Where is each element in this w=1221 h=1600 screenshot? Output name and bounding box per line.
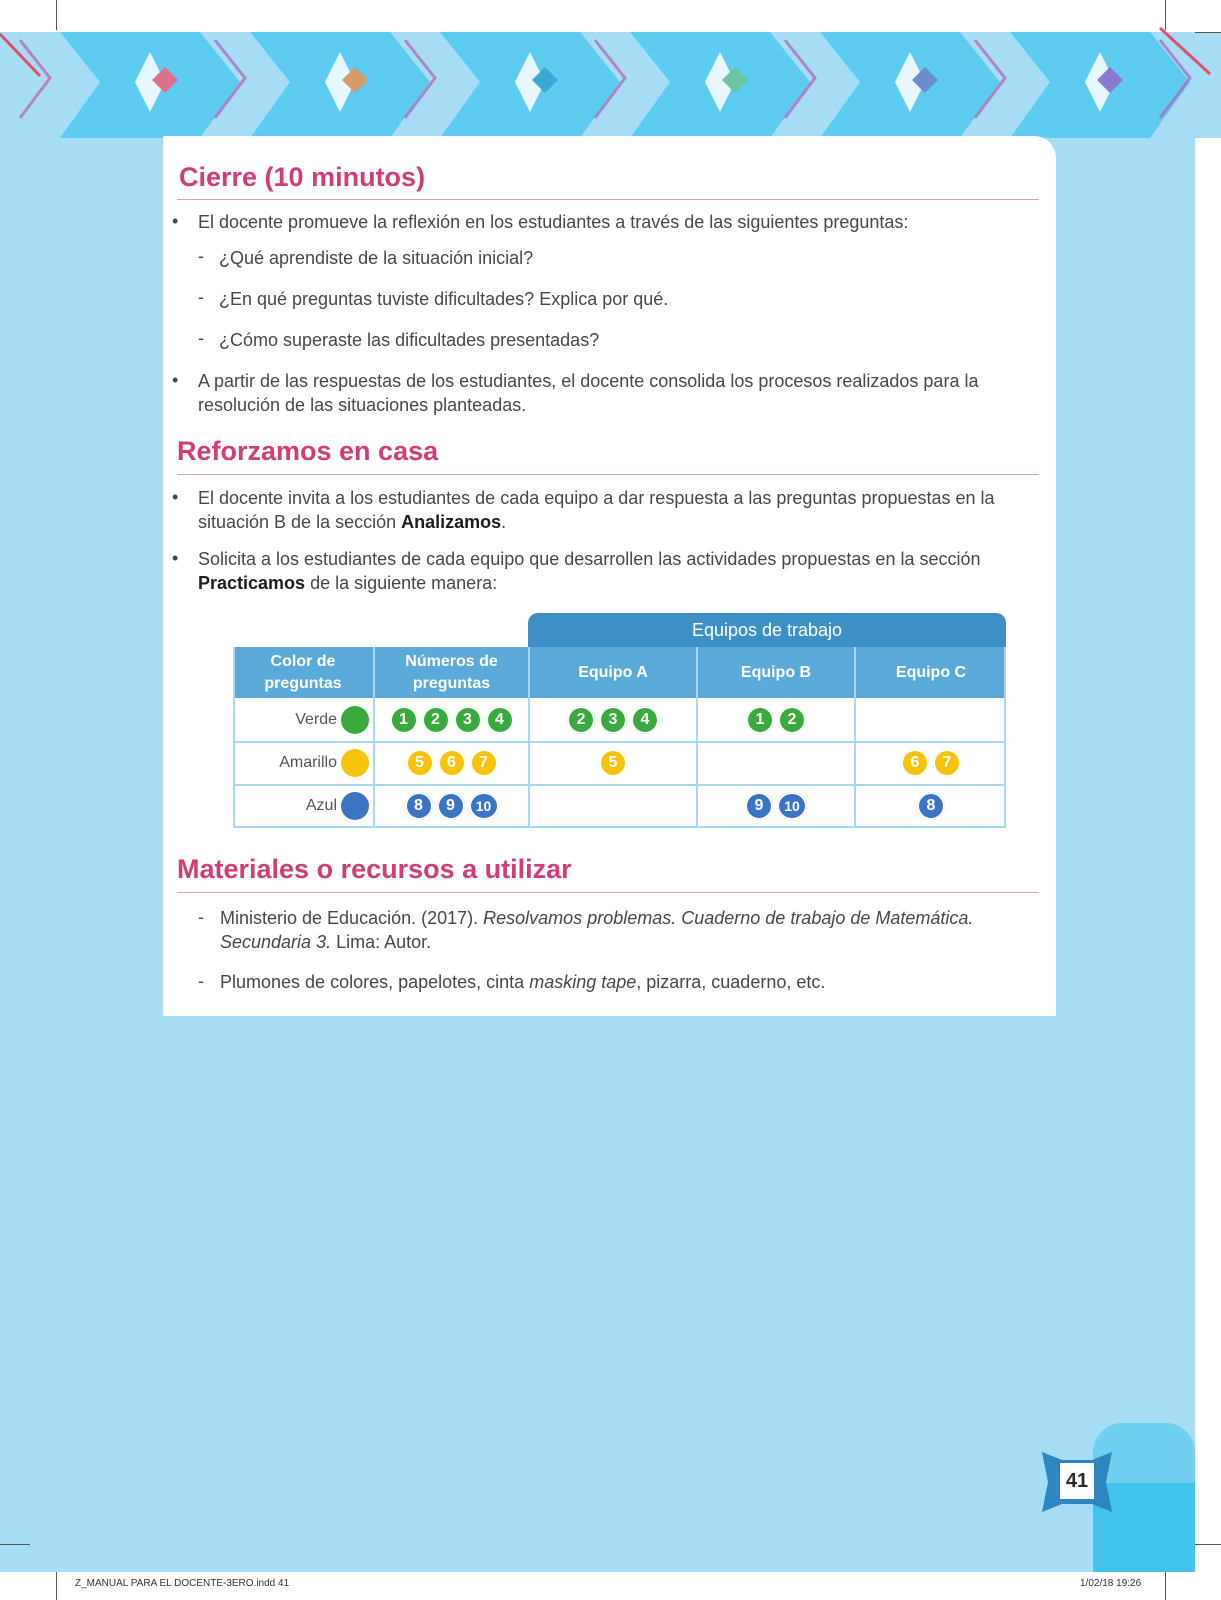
reforzamos-bullet-2 (198, 547, 1046, 595)
question-number-badge: 5 (599, 749, 627, 777)
table-cell (375, 785, 528, 827)
bullet: • (172, 211, 179, 231)
section-rule (177, 199, 1039, 200)
table-cell (698, 699, 854, 741)
reforzamos-bullet-1 (198, 486, 1046, 534)
text-span: El docente invita a los estudiantes de cada equipo a dar respuesta a las preguntas propuestas en la situación B de la sección (198, 488, 995, 532)
table-cell (530, 699, 696, 741)
dash: - (198, 246, 204, 266)
italic-title: Resolvamos problemas. Cuaderno de trabajo de Matemática. Secundaria 3. (220, 908, 974, 952)
header-team-c: Equipo C (895, 663, 967, 681)
color-name: Azul (305, 797, 337, 814)
question-number-badge: 4 (631, 706, 659, 734)
question-number-badge: 3 (599, 706, 627, 734)
dash: - (198, 907, 204, 927)
grid-line (233, 647, 235, 828)
grid-line (854, 647, 856, 828)
table-cell (375, 699, 528, 741)
bullet: • (172, 487, 179, 507)
content-card (163, 136, 1056, 1016)
table-cell (856, 785, 1006, 827)
question-number-badge: 6 (438, 749, 466, 777)
crop-mark (1165, 1572, 1166, 1600)
grid-line (696, 647, 698, 828)
table-cell (698, 742, 854, 784)
reference-1 (220, 906, 1046, 954)
text-span: , pizarra, cuaderno, etc. (636, 972, 826, 992)
question-number-badge: 9 (745, 792, 773, 820)
table-cell (856, 699, 1006, 741)
question-number-badge: 3 (454, 706, 482, 734)
color-dot (341, 749, 369, 777)
text-span: Solicita a los estudiantes de cada equipo que desarrollen las actividades propuestas en la sección (198, 549, 981, 569)
text-span: Plumones de colores, papelotes, cinta (220, 972, 525, 992)
question-number-badge: 10 (469, 792, 499, 820)
cierre-intro: El docente promueve la reflexión en los estudiantes a través de las siguientes preguntas: (198, 212, 909, 232)
question-number-badge: 10 (777, 792, 807, 820)
text-span: Lima: Autor. (336, 932, 432, 952)
header-numbers: Números de preguntas (405, 652, 498, 692)
bullet: • (172, 370, 179, 390)
grid-line (528, 647, 530, 828)
row-color-label (233, 785, 373, 827)
footer-date: 1/02/18 19:26 (1080, 1578, 1142, 1589)
footer-file: Z_MANUAL PARA EL DOCENTE-3ERO.indd 41 (75, 1578, 290, 1589)
header-color: Color de preguntas (264, 652, 342, 692)
color-dot (341, 706, 369, 734)
color-dot (341, 792, 369, 820)
question-number-badge: 7 (470, 749, 498, 777)
table-cell (530, 785, 696, 827)
row-color-label (233, 699, 373, 741)
crop-mark (1195, 1544, 1221, 1545)
question-number-badge: 8 (917, 792, 945, 820)
italic-term: masking tape (529, 972, 637, 992)
grid-line (233, 784, 1006, 786)
table-cell (856, 742, 1006, 784)
crop-mark (1165, 0, 1166, 30)
dash: - (198, 971, 204, 991)
row-color-label (233, 742, 373, 784)
question-number-badge: 2 (422, 706, 450, 734)
question-number-badge: 2 (567, 706, 595, 734)
text-span: de la siguiente manera: (310, 573, 498, 593)
question-number-badge: 2 (778, 706, 806, 734)
team-assignment-table (233, 613, 1006, 828)
reference-2 (220, 970, 1046, 994)
page-number: 41 (1060, 1463, 1094, 1499)
bold-term: Practicamos (198, 573, 306, 593)
text-span: . (501, 512, 507, 532)
question-number-badge: 1 (390, 706, 418, 734)
question-number-badge: 8 (405, 792, 433, 820)
question-item: ¿Qué aprendiste de la situación inicial? (219, 248, 534, 268)
question-number-badge: 9 (437, 792, 465, 820)
question-number-badge: 7 (933, 749, 961, 777)
crop-mark (1195, 32, 1221, 33)
crop-mark (0, 1544, 30, 1545)
question-number-badge: 1 (746, 706, 774, 734)
header-team-a: Equipo A (578, 663, 648, 681)
question-item: ¿Cómo superaste las dificultades presentadas? (219, 330, 600, 350)
text-span: Ministerio de Educación. (2017). (220, 908, 479, 928)
team-group-header: Equipos de trabajo (528, 613, 1006, 647)
grid-line (233, 741, 1006, 743)
question-number-badge: 4 (486, 706, 514, 734)
materiales-title: Materiales o recursos a utilizar (177, 854, 572, 884)
grid-line (373, 647, 375, 828)
decorative-banner (0, 22, 1221, 138)
color-name: Verde (295, 711, 337, 728)
question-number-badge: 6 (901, 749, 929, 777)
dash: - (198, 287, 204, 307)
question-item: ¿En qué preguntas tuviste dificultades? Explica por qué. (219, 289, 669, 309)
reforzamos-title: Reforzamos en casa (177, 436, 439, 466)
color-name: Amarillo (279, 754, 337, 771)
table-cell (530, 742, 696, 784)
table-cell (375, 742, 528, 784)
bold-term: Analizamos (401, 512, 502, 532)
table-cell (698, 785, 854, 827)
dash: - (198, 328, 204, 348)
section-rule (177, 474, 1039, 475)
question-number-badge: 5 (406, 749, 434, 777)
bullet: • (172, 548, 179, 568)
table-header-row (233, 647, 1006, 698)
grid-line (1004, 647, 1006, 828)
section-rule (177, 892, 1039, 893)
grid-line (233, 826, 1006, 828)
crop-mark (56, 1572, 57, 1600)
header-team-b: Equipo B (740, 663, 812, 681)
cierre-title: Cierre (10 minutos) (179, 162, 426, 192)
cierre-consolidation: A partir de las respuestas de los estudiantes, el docente consolida los procesos realizados para la resolución de las situaciones planteadas. (198, 371, 979, 415)
crop-mark (56, 0, 57, 30)
